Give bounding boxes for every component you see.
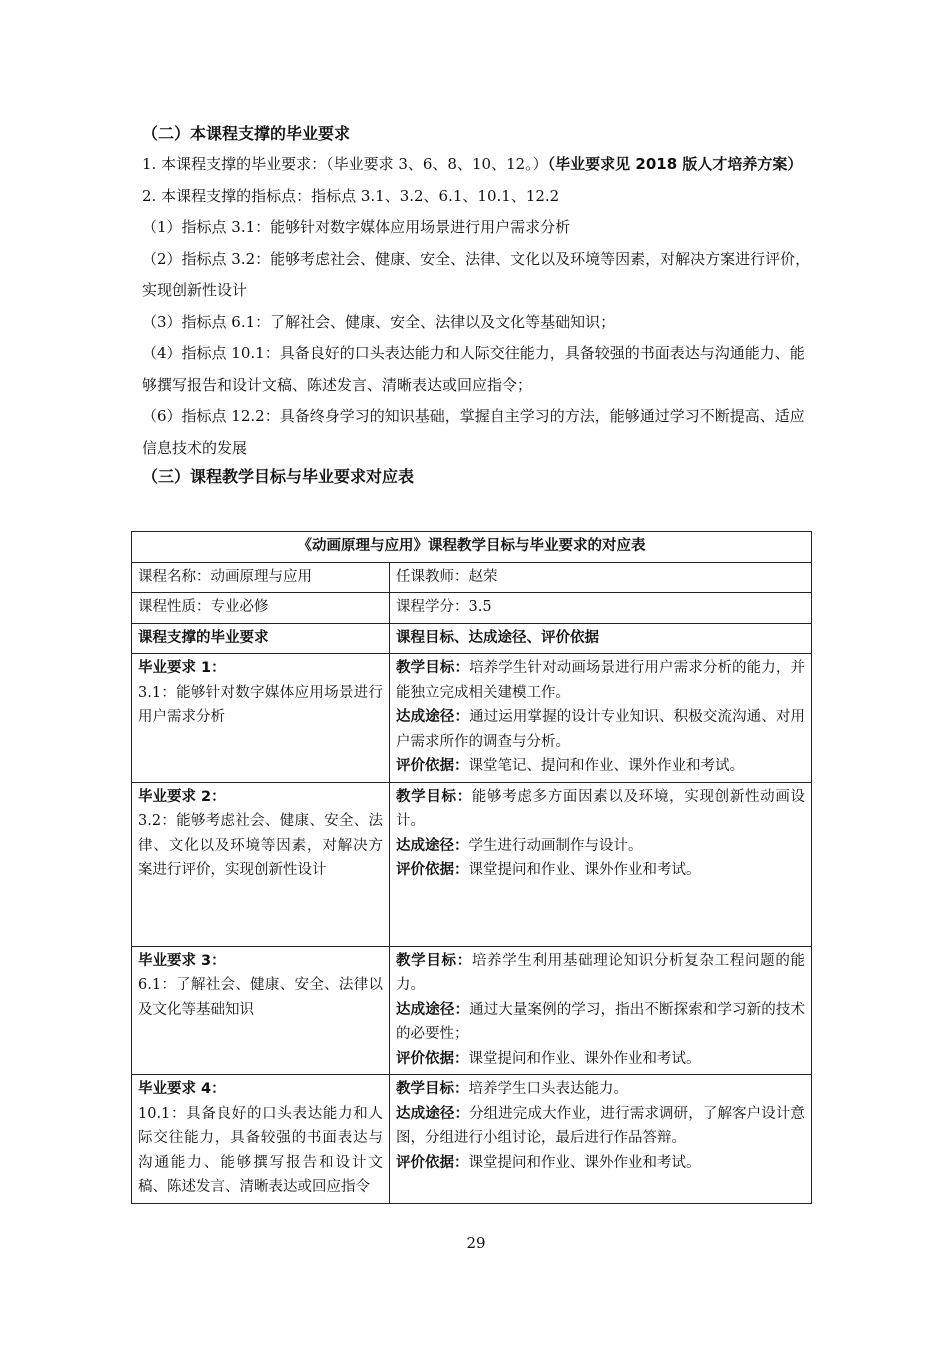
teaching-goal xyxy=(396,785,805,834)
teaching-goal xyxy=(396,949,805,998)
teacher-cell: 任课教师：赵荣 xyxy=(390,562,812,593)
achievement-path xyxy=(396,998,805,1047)
column-header-objectives: 课程目标、达成途径、评价依据 xyxy=(390,623,812,654)
requirement-description: 3.1：能够针对数字媒体应用场景进行用户需求分析 xyxy=(138,684,383,725)
achievement-path-label: 达成途径： xyxy=(396,1001,470,1018)
teaching-goal-label: 教学目标： xyxy=(396,788,472,805)
achievement-path-label: 达成途径： xyxy=(396,1105,470,1122)
objective-cell xyxy=(390,782,812,946)
table-row xyxy=(132,562,812,593)
table-row xyxy=(132,654,812,783)
table-caption-row xyxy=(132,532,812,563)
indicator-item: （1）指标点 3.1：能够针对数字媒体应用场景进行用户需求分析 xyxy=(142,218,571,236)
evaluation-basis-text: 课堂提问和作业、课外作业和考试。 xyxy=(468,862,701,878)
achievement-path-text: 学生进行动画制作与设计。 xyxy=(468,837,643,854)
teaching-goal-text: 培养学生利用基础理论知识分析复杂工程问题的能力。 xyxy=(396,952,806,993)
indicator-item: （2）指标点 3.2：能够考虑社会、健康、安全、法律、文化以及环境等因素，对解决方案进行评价，实现创新性设计 xyxy=(142,249,811,299)
table-row xyxy=(132,593,812,624)
column-header-requirements: 课程支撑的毕业要求 xyxy=(132,623,390,654)
teaching-goal-text: 能够考虑多方面因素以及环境，实现创新性动画设计。 xyxy=(396,788,806,829)
requirement-cell xyxy=(132,782,390,946)
requirement-description: 6.1：了解社会、健康、安全、法律以及文化等基础知识 xyxy=(138,977,383,1018)
evaluation-basis-label: 评价依据： xyxy=(396,1154,469,1171)
evaluation-basis-label: 评价依据： xyxy=(396,862,469,878)
course-nature-cell: 课程性质：专业必修 xyxy=(132,593,390,624)
page-number: 29 xyxy=(466,1234,486,1252)
teaching-goal-text: 培养学生针对动画场景进行用户需求分析的能力，并能独立完成相关建模工作。 xyxy=(396,660,806,701)
requirement-title: 毕业要求 3： xyxy=(138,952,226,969)
evaluation-basis xyxy=(396,1047,805,1072)
requirement-title: 毕业要求 1： xyxy=(138,660,226,676)
indicator-points-line: 2. 本课程支撑的指标点：指标点 3.1、3.2、6.1、10.1、12.2 xyxy=(142,186,560,205)
indicator-item: （6）指标点 12.2：具备终身学习的知识基础，掌握自主学习的方法，能够通过学习不断提高、适应信息技术的发展 xyxy=(142,407,805,457)
achievement-path xyxy=(396,705,805,754)
requirement-description: 10.1：具备良好的口头表达能力和人际交往能力，具备较强的书面表达与沟通能力、能够撰写报告和设计文稿、陈述发言、清晰表达或回应指令 xyxy=(138,1105,383,1195)
teaching-goal-text: 培养学生口头表达能力。 xyxy=(468,1081,628,1097)
teaching-goal-label: 教学目标： xyxy=(396,952,472,969)
requirement-title: 毕业要求 2： xyxy=(138,788,226,805)
requirement-cell xyxy=(132,1075,390,1204)
supported-requirements-text: 1. 本课程支撑的毕业要求：（毕业要求 3、6、8、10、12。） xyxy=(142,155,548,173)
teaching-goal-label: 教学目标： xyxy=(396,1081,469,1097)
evaluation-basis-text: 课堂提问和作业、课外作业和考试。 xyxy=(468,1154,701,1171)
achievement-path-label: 达成途径： xyxy=(396,709,470,725)
achievement-path-text: 分组进完成大作业，进行需求调研，了解客户设计意图，分组进行小组讨论，最后进行作品答辩。 xyxy=(396,1105,806,1146)
achievement-path-label: 达成途径： xyxy=(396,837,469,854)
objectives-mapping-table xyxy=(131,531,812,1204)
section-heading-mapping-table: （三）课程教学目标与毕业要求对应表 xyxy=(142,467,415,486)
evaluation-basis-text: 课堂笔记、提问和作业、课外作业和考试。 xyxy=(468,758,744,774)
evaluation-basis-label: 评价依据： xyxy=(396,1050,469,1067)
achievement-path-text: 通过运用掌握的设计专业知识、积极交流沟通、对用户需求所作的调查与分析。 xyxy=(396,709,806,750)
indicator-item: （3）指标点 6.1：了解社会、健康、安全、法律以及文化等基础知识； xyxy=(142,312,616,331)
table-header-row xyxy=(132,623,812,654)
achievement-path xyxy=(396,834,805,859)
evaluation-basis xyxy=(396,858,805,883)
objective-cell xyxy=(390,1075,812,1204)
teaching-goal xyxy=(396,1077,805,1102)
requirement-title: 毕业要求 4： xyxy=(138,1081,226,1097)
requirement-cell xyxy=(132,654,390,783)
evaluation-basis xyxy=(396,1151,805,1176)
indicator-item: （4）指标点 10.1：具备良好的口头表达能力和人际交往能力，具备较强的书面表达与沟通能力、能够撰写报告和设计文稿、陈述发言、清晰表达或回应指令； xyxy=(142,344,805,394)
section-heading-graduation-requirements: （二）本课程支撑的毕业要求 xyxy=(142,124,351,143)
requirement-cell xyxy=(132,946,390,1075)
table-row xyxy=(132,782,812,946)
teaching-goal xyxy=(396,656,805,705)
objective-cell xyxy=(390,654,812,783)
evaluation-basis-label: 评价依据： xyxy=(396,758,469,774)
table-row xyxy=(132,946,812,1075)
achievement-path-text: 通过大量案例的学习，指出不断探索和学习新的技术的必要性； xyxy=(396,1001,806,1042)
evaluation-basis xyxy=(396,754,805,779)
supported-requirements-note: （毕业要求见 2018 版人才培养方案） xyxy=(547,155,803,173)
course-credits-cell: 课程学分：3.5 xyxy=(390,593,812,624)
objective-cell xyxy=(390,946,812,1075)
supported-requirements-line xyxy=(142,149,814,181)
requirement-description: 3.2：能够考虑社会、健康、安全、法律、文化以及环境等因素，对解决方案进行评价，实现创新性设计 xyxy=(138,813,383,878)
achievement-path xyxy=(396,1102,805,1151)
teaching-goal-label: 教学目标： xyxy=(396,660,470,676)
page-body xyxy=(142,118,814,490)
evaluation-basis-text: 课堂提问和作业、课外作业和考试。 xyxy=(468,1050,701,1067)
course-name-cell: 课程名称：动画原理与应用 xyxy=(132,562,390,593)
table-caption: 《动画原理与应用》课程教学目标与毕业要求的对应表 xyxy=(132,532,812,563)
table-row xyxy=(132,1075,812,1204)
